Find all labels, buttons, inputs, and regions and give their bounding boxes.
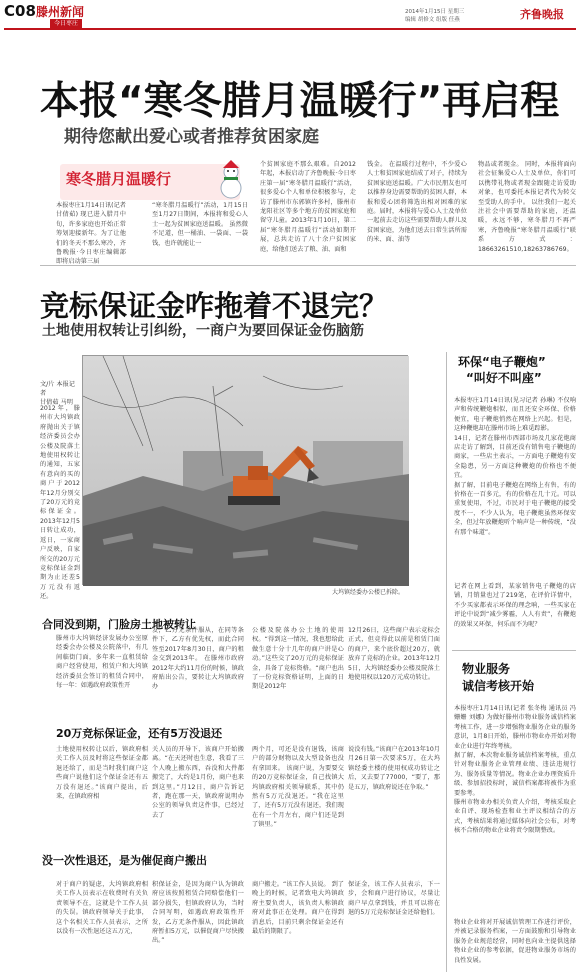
sidebar1-title-2: “叫好不叫座” (466, 371, 542, 385)
sub3-col3: 商户搬走。“该工作人员说。 到了晚上的时候，记者致电大坞镇政府主要负责人，该负责人称镇政府对此事正在处理。商户在得到消息后，目前只剩余保证金还有最后的期限了。 (252, 881, 344, 936)
story1-col4: 钱金。 在温暖行过程中，不少爱心人士和贫困家庭结成了对子，持续为贫困家庭送温暖。广大市民朋友也可以推荐身边需要帮助的贫困人群，本报和爱心团将筛选出相对困难的家庭。届时，本报将与爱心人士及单位一起前去走访这些需要帮助人群儿及贫困家庭，为他们送去日常生活所需的米、面、油等 (367, 161, 467, 244)
sub3-col2: 积保证金，是因为商户认为镇政府应该按照租赁合同赔偿他们一部分损失，但镇政府认为，当时合同写明，如遇政府政策性开发，乙方无条件服从，因此镇政府暂扣5万元，以催促商户尽快搬出。” (152, 881, 244, 945)
sub2-col1: 土地使用权转让以后，镇政府相关工作人员及时将这些保证金都退还给了，而是当时我们商户这些商户说他们这个保证金还有五万没有退还。”该商户提出，后来，在镇政府相 (56, 746, 148, 801)
editor-credit: 编辑 胡修文 组版 任燕 (405, 17, 460, 23)
sidebar-rule (452, 650, 576, 651)
subheadline-warm-winter: 期待您献出爱心或者推荐贫困家庭 (64, 127, 319, 147)
section-title: 滕州新闻 (36, 5, 85, 19)
header-rule (4, 28, 576, 30)
sidebar2-body-2: 物业企业将对开展诚信管理工作进行评价，并被记录服务档案，一方面鼓励和引导物业服务企业规范经营，同时也向业主提供选择物业企业的参考依据，促进物业服务市场的良性发展。 (454, 919, 576, 964)
demolition-photo (82, 355, 408, 585)
section-tag: 今日枣庄 (50, 19, 82, 28)
sub3-col1: 对于商户的疑虑，大坞镇政府相关工作人员表示在收费时有关负责领导不在，这就是个工作人员的失误。镇政府领导关于此事，这个名相关工作人员表示，之所以没有一次性退还这五万元， (56, 881, 148, 936)
sub3-col4: 保证金，该工作人员表示，下一步，会和商户进行协议，尽量让商户早点拿到钱，并且可以将在退的5万元竞标保证金还给他们。 (348, 881, 440, 917)
story1-col2: “寒冬腊月温暖行”活动，1月15日至1月27日期间，本报将和爱心人士一起为贫困家庭送温暖。 虽然微不足道，但一桶油、一袋面、一袋钱，也许就能让一 (152, 202, 248, 247)
section-divider (40, 265, 576, 266)
campaign-banner-text: 寒冬腊月温暖行 (66, 170, 172, 188)
sidebar2-title-2: 诚信考核开始 (462, 679, 535, 693)
page-number: C08 (4, 2, 36, 20)
subhead-refund: 没一次性退还，是为催促商户搬出 (42, 854, 207, 867)
sidebar2-title-1: 物业服务 (462, 662, 511, 676)
headline-warm-winter: 本报“寒冬腊月温暖行”再启程 (40, 79, 560, 124)
sub1-col3: 公楼及院落办公土地的使用权。“得到这一情况，我也想给此做生意十分十几年的商户讲是心动。”这些交了20万元的竞标保证金，具备了竞标资格。“商户也出了一份竞标资格证明，上面的日期是2012年 (252, 627, 344, 691)
sidebar-divider (446, 352, 447, 972)
story2-byline: 文/片 本报记者 甘倩茹 马明 (40, 381, 75, 406)
story1-col1: 本报枣庄1月14日讯(记者 甘倩茹) 现已进入腊月中旬，许多家庭也开始正常筹划迎接新年。为了让他们的冬天不那么寒冷，齐鲁晚报·今日枣庄编辑部即将启动第三届 (56, 202, 126, 266)
issue-date: 2014年1月15日 星期三 (405, 9, 465, 15)
sidebar2-body: 本报枣庄1月14日讯(记者 张冬梅 通讯员 冯姗姗 刘娜) 为做好滕州市物业服务诚信档案考核工作，进一步增强物业服务企业的服务意识，1月8日开始，滕州市物业办开始对物业企业进行年终考核。 据了解，本次物业服务诚信档案考核，重点针对物业服务企业管理业绩、违法违规行为、服务质量等情况。物业企业办理资质升级、参加招投标时，诚信档案都将被作为重要参考。 滕州市物业办相关负责人介绍，考核采取企业自评、现场检查和业主评议相结合的方式，考核结果将通过媒体向社会公布，对考核不合格的物业企业将责令限期整改。 (454, 705, 576, 835)
subhead-contract: 合同没到期，门脸房土地被转让 (42, 618, 196, 631)
sub2-col2: 关人员的开导下，该商户开始搬离。“在天还时也生意，我看了三个人晚上搬东西，吞没和大件都搬完了，大约是1月份，商户也来到这里。”月12日，商户告诉记者，跑在那一天，镇政府说明办公室的领导负责这件事，已经过去了 (152, 746, 244, 819)
subhead-deposit: 20万竞标保证金，还有5万没退还 (56, 727, 222, 740)
photo-caption: 大坞镇经委办公楼已拆除。 (332, 589, 405, 596)
sub1-col4: 12月26日，这些商户表示竞标会正式，但竞得此以前是租赁门面的商户，来个底价超过20万，就放弃了竞标的企业。2013年12月5日，大坞镇经委办公楼及院落土地使用权以120万元成功转让。 (348, 627, 440, 682)
headline-deposit: 竞标保证金咋拖着不退完？ (40, 289, 389, 323)
snowman-icon (218, 160, 244, 200)
sub1-col1: 滕州市大坞镇经济发展办公室原经委会办公楼及公院落中，有几间临街门面，多年来一直租赁给商户经营使用，租赁户和大坞镇经济委员会签订的租赁合同中，每一年：如遇政府政策性开 (56, 635, 148, 690)
story2-lead: 2012年，滕州市大坞镇政府抛出关于镇经济委员会办公楼及院落土地使用权转让的通知，五家有意向的买的商户于2012年12月分别交了20万元的竞标保证金。2013年12月5日转让成功，返日，一家商户反映，自家所交的20万元竞标保证金到期为止还差5万元没有返还。 (40, 405, 80, 601)
subheadline-deposit: 土地使用权转让引纠纷，一商户为要回保证金伤脑筋 (42, 323, 364, 339)
story1-col5: 物品或者现金。 同时，本报将面向社会征集爱心人士及单位，你们可以携带礼物或者现金跟随走访爱助对象，也可委托本报记者代为转交至受助人的手中。 以往我们一起关注社会中需要帮助的家庭，还温暖，永远不够，寒冬腊月不再严寒，齐鲁晚报“寒冬腊月温暖行”联系方式：18663261510,18263786769。 (478, 161, 576, 253)
sidebar1-body-2: 记者在网上看到，某家销售电子鞭炮的店铺，月销量也过了219笔，在评价详情中，不少买家都表示环保的理念响，一些买家在评论中说到“减少雾霾，人人有责”，有鞭炮的效果又环保，何乐而不为呢？ (454, 583, 576, 628)
sub2-col3: 两个月，可还是没有退钱，该商户的部分财物以及大型设备也没有拿回来。 该商户说，为要要交的20万竞标保证金，自己找镇大坞镇政府相关领导联系，其中仍然有5万元没退还。“我在这里了，还有5万元没有退还，我们现在有一个月左右，商户们还是到了镇里。” (252, 746, 344, 829)
story1-col3: 个贫困家庭不那么艰难。自2012年起，本报启动了齐鲁晚报·今日枣庄第一届“寒冬腊月温暖行”活动，很多爱心个人和单位积极参与，走访了滕州市东郭镇许多村，滕州市龙阳社区等多个地方的贫困家庭和留守儿童。2013年1月10日，第二届“寒冬腊月温暖行”活动如期开展，总共走访了八十余户贫困家庭，给他们送去了粮、油、面和 (260, 161, 356, 253)
sidebar1-body: 本报枣庄1月14日讯(见习记者 孙琳) 不仅响声和传统鞭炮相似，而且还安全环保、价格便宜，电子鞭炮悄然在网络上兴起。但是，这种鞭炮却在滕州市场上难觅踪影。 14日，记者在滕州市西部市场及几家花炮商店走访了解到，目前还没有销售电子鞭炮的商家，一些店主表示，一方面电子鞭炮有安全隐患，另一方面这种鞭炮的价格也不便宜。 据了解，目前电子鞭炮在网络上有售，有的价格在一百多元，有的价格在几十元。可以重复使用，不过，市民对于电子鞭炮的接受度不一，不少人认为，电子鞭炮虽然环保安全，但过年放鞭炮听个响声是一种传统，“没有那个味道”。 (454, 397, 576, 536)
newspaper-logo: 齐鲁晚报 (520, 8, 564, 21)
sub1-col2: 发，乙方无条件服从，在同等条件下，乙方有优先权，而此合同签至2017年8月30日，商户的租金交到2013年。 在滕州市政府2012年大约11月份的时候，镇政府贴出公告，要转让大坞镇政府办 (152, 627, 244, 691)
sidebar1-title-1: 环保“电子鞭炮” (458, 355, 546, 369)
sub2-col4: 说没有钱。”该商户在2013年10月月26日第一次要求5万，在大坞镇经委主楼的使用权成功转让之后，又去要了77000，“要了，那是五万，镇政府说还在争取。” (348, 746, 440, 791)
